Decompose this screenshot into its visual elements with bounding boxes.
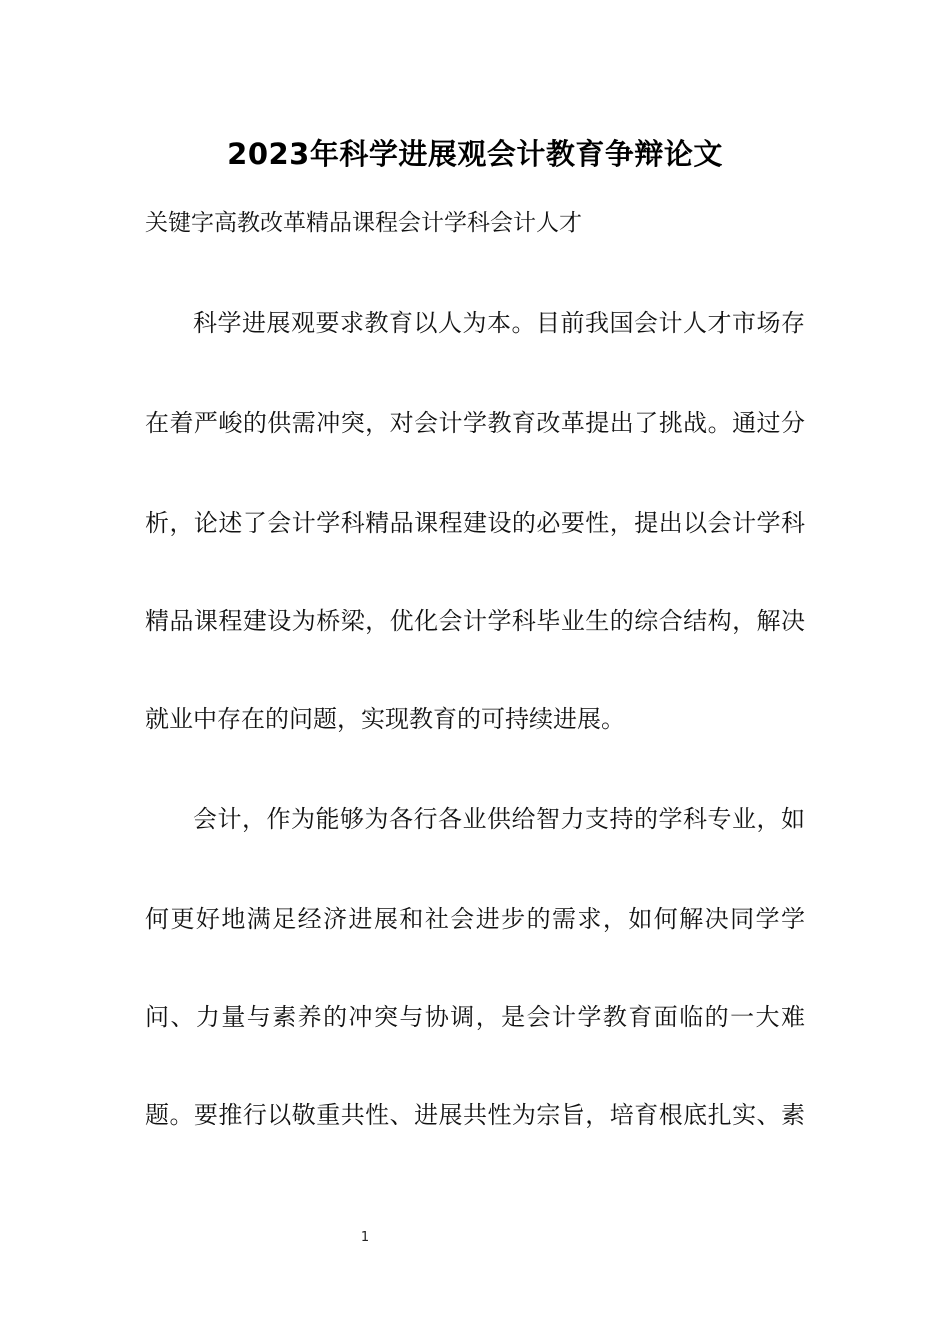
document-title: 2023年科学进展观会计教育争辩论文 [227,137,723,171]
paragraph-2-line-4: 题。要推行以敬重共性、进展共性为宗旨，培育根底扎实、素 [145,1101,805,1129]
keywords-line: 关键字高教改革精品课程会计学科会计人才 [145,210,582,236]
page-number: 1 [360,1230,370,1245]
paragraph-2-line-3: 问、力量与素养的冲突与协调，是会计学教育面临的一大难 [145,1003,805,1031]
paragraph-1-line-5: 就业中存在的问题，实现教育的可持续进展。 [145,705,625,733]
paragraph-2-line-1: 会计，作为能够为各行各业供给智力支持的学科专业，如 [193,805,805,833]
paragraph-1-line-1: 科学进展观要求教育以人为本。目前我国会计人才市场存 [193,309,805,337]
paragraph-1-line-4: 精品课程建设为桥梁，优化会计学科毕业生的综合结构，解决 [145,607,805,635]
paragraph-1-line-3: 析，论述了会计学科精品课程建设的必要性，提出以会计学科 [145,509,805,537]
paragraph-2-line-2: 何更好地满足经济进展和社会进步的需求，如何解决同学学 [145,905,805,933]
paragraph-1-line-2: 在着严峻的供需冲突，对会计学教育改革提出了挑战。通过分 [145,409,805,437]
